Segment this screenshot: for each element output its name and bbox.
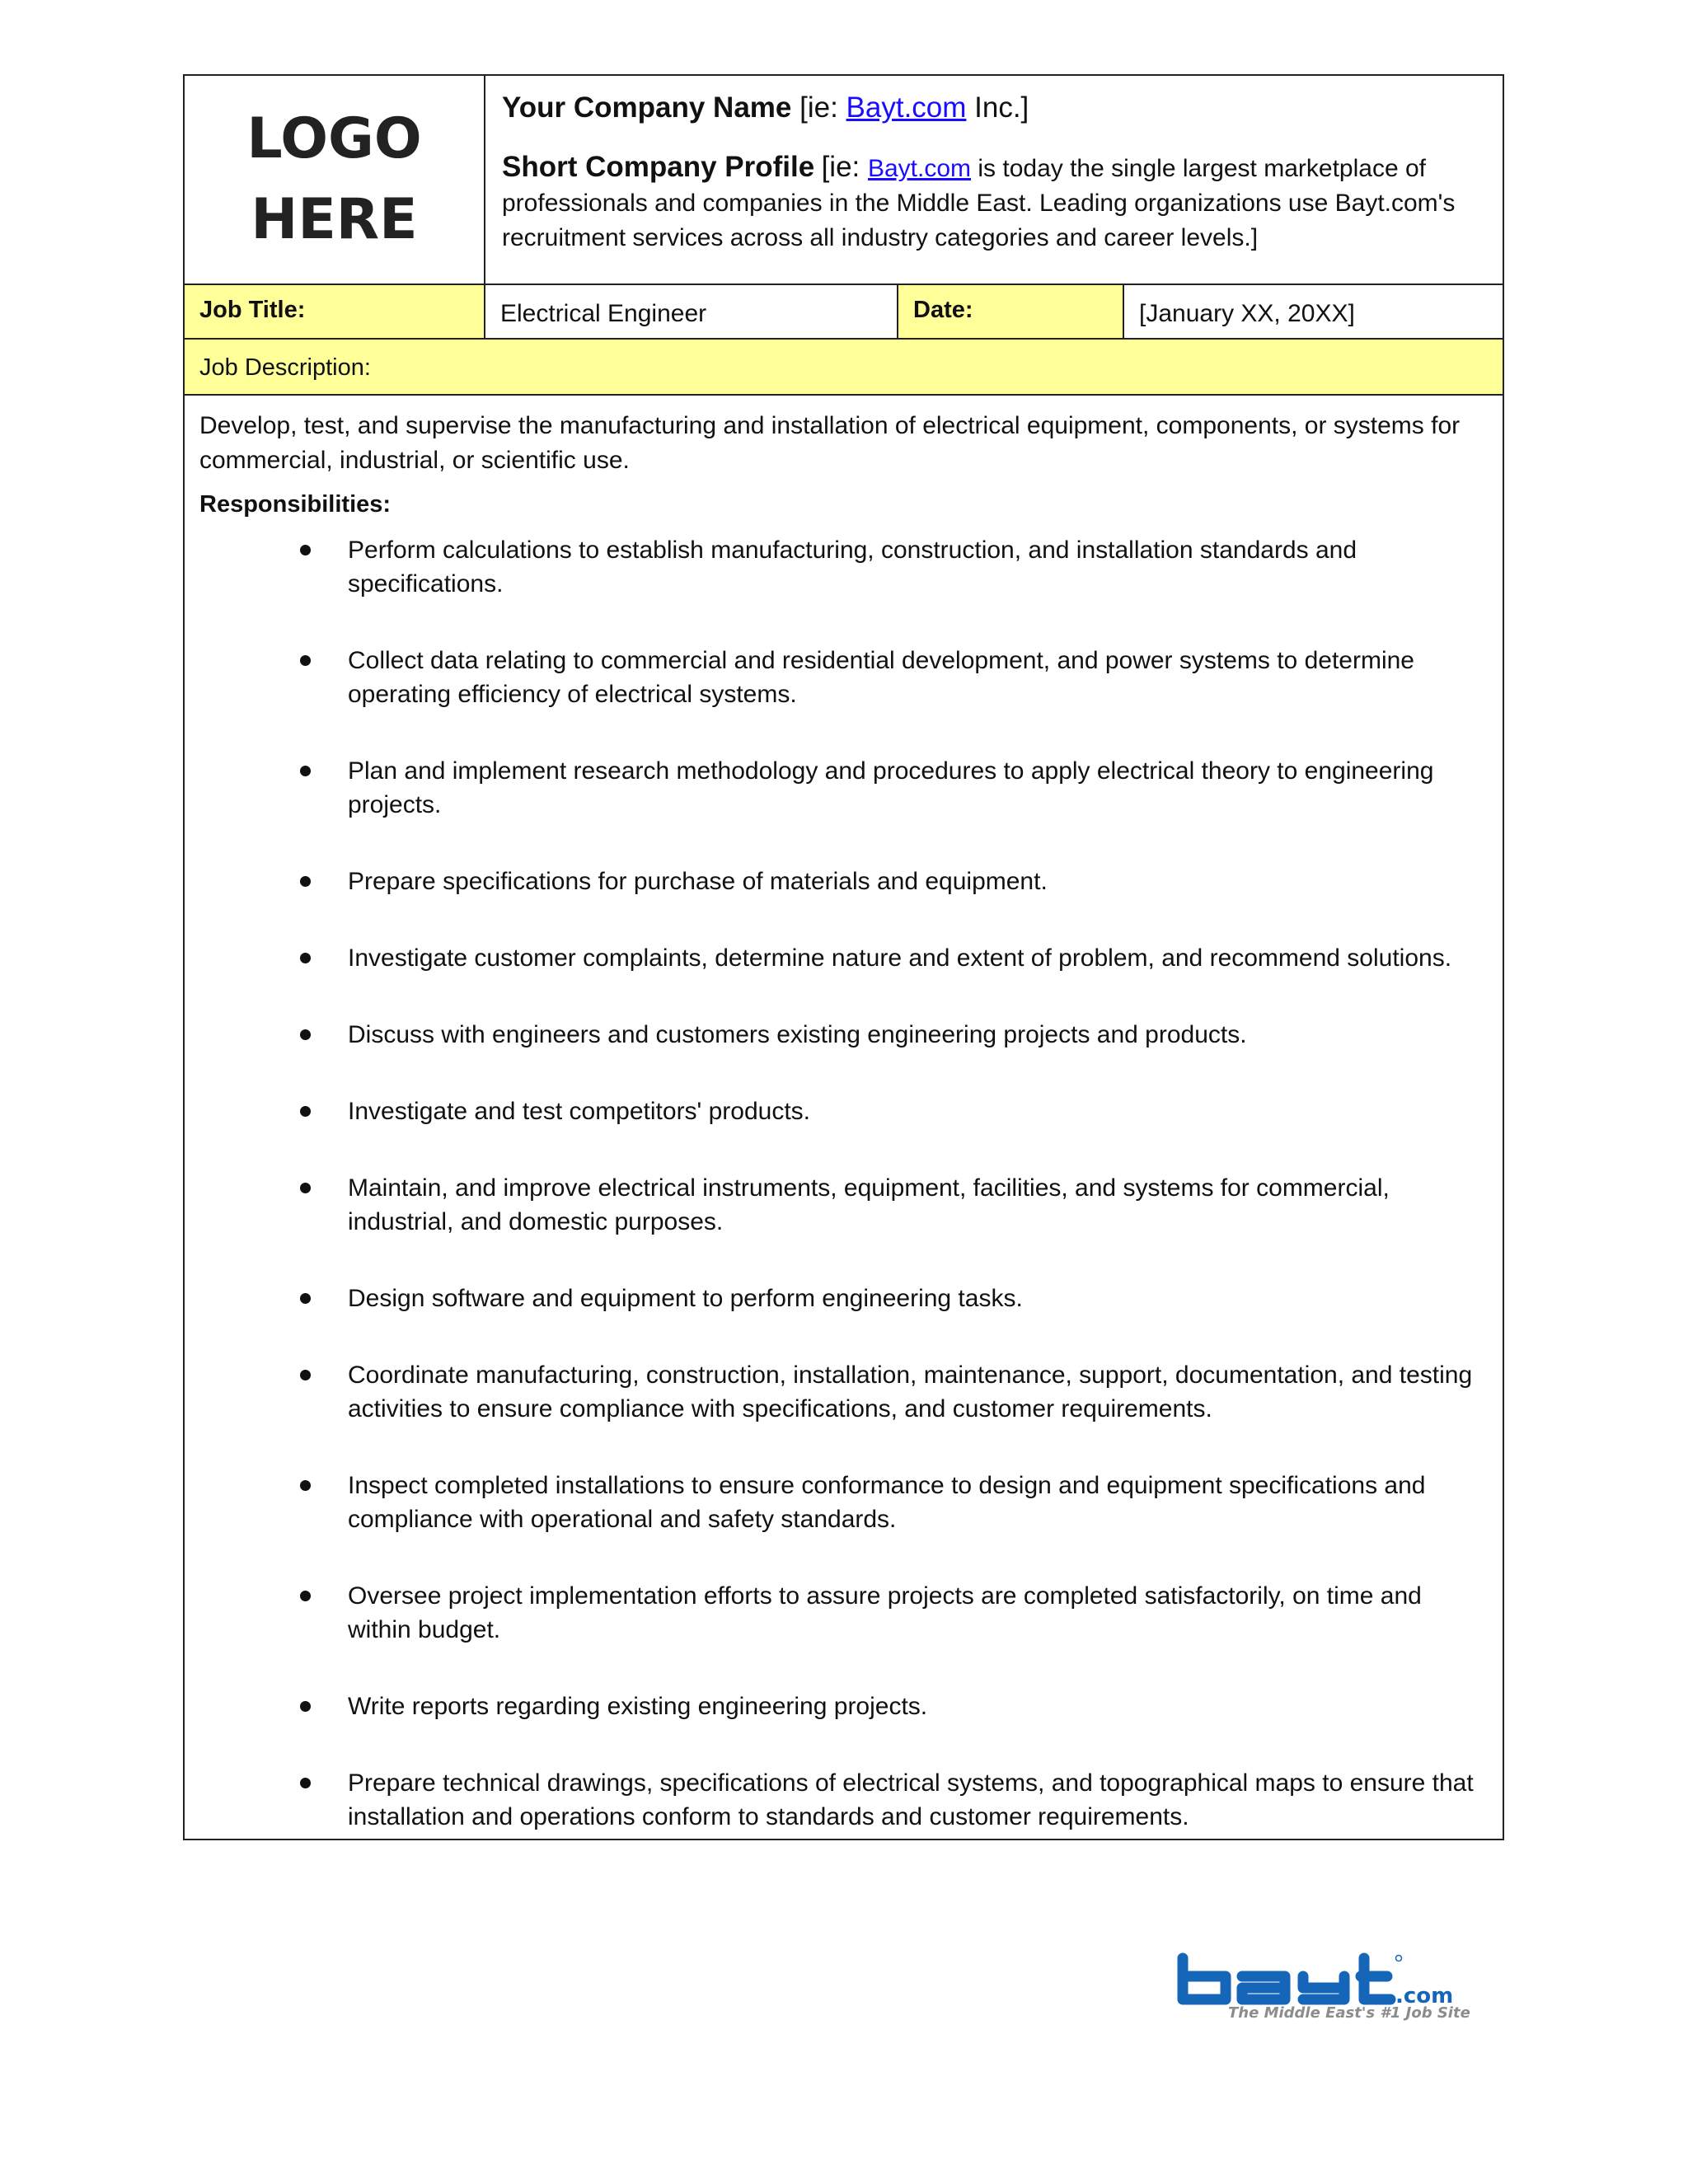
list-item-text: Collect data relating to commercial and residential development, and power systems to determine operating efficiency of electrical systems. — [348, 647, 1414, 708]
list-item-text: Discuss with engineers and customers existing engineering projects and products. — [348, 1021, 1247, 1048]
list-item-text: Investigate customer complaints, determine nature and extent of problem, and recommend solutions. — [348, 944, 1452, 972]
company-info — [485, 76, 1503, 284]
logo-line-1: LOGO — [246, 106, 422, 171]
job-description-row — [185, 340, 1503, 396]
bullet-icon — [300, 545, 311, 555]
bayt-letter-b — [1183, 1958, 1226, 1999]
bullet-icon — [300, 766, 311, 776]
registered-mark-icon — [1396, 1956, 1402, 1961]
list-item — [199, 941, 1488, 975]
bullet-icon — [300, 953, 311, 963]
list-item — [199, 1171, 1488, 1239]
job-description-body — [185, 396, 1503, 1839]
job-description-body-row — [185, 396, 1503, 1839]
bullet-icon — [300, 1591, 311, 1601]
bullet-icon — [300, 1370, 311, 1380]
bayt-wordmark — [1183, 1958, 1390, 1999]
list-item-text: Investigate and test competitors' products. — [348, 1098, 811, 1125]
list-item — [199, 1469, 1488, 1536]
list-item-text: Coordinate manufacturing, construction, installation, maintenance, support, documentation, and testing activities to ensure compliance with specifications, and customer requirements. — [348, 1361, 1473, 1422]
company-name-link[interactable]: Bayt.com — [846, 91, 967, 124]
company-name-suffix: Inc.] — [966, 91, 1029, 124]
list-item-text: Prepare specifications for purchase of materials and equipment. — [348, 868, 1048, 895]
bullet-icon — [300, 1293, 311, 1304]
company-name-label: Your Company Name — [502, 91, 792, 124]
bullet-icon — [300, 1106, 311, 1117]
list-item-text: Maintain, and improve electrical instruments, equipment, facilities, and systems for commercial, industrial, and domestic purposes. — [348, 1174, 1390, 1235]
job-title-label: Job Title: — [185, 285, 485, 338]
responsibilities-heading: Responsibilities: — [199, 491, 392, 518]
bullet-icon — [300, 1701, 311, 1712]
logo-line-2: HERE — [251, 187, 418, 252]
date-value: [January XX, 20XX] — [1139, 300, 1355, 327]
bayt-letter-a — [1242, 1976, 1285, 1999]
responsibilities-list — [199, 533, 1488, 1834]
list-item-text: Write reports regarding existing engineering projects. — [348, 1693, 928, 1720]
meta-row — [185, 285, 1503, 340]
list-item — [199, 533, 1488, 601]
date-label: Date: — [898, 285, 1124, 338]
list-item — [199, 1282, 1488, 1315]
header-row — [185, 76, 1503, 285]
bayt-letter-y — [1303, 1976, 1344, 1999]
company-profile — [502, 150, 1486, 255]
company-profile-prefix: [ie: — [821, 151, 868, 183]
list-item — [199, 1018, 1488, 1052]
bayt-dotcom: .com — [1395, 1984, 1454, 2008]
bullet-icon — [300, 1480, 311, 1491]
bayt-letter-t — [1361, 1958, 1390, 1999]
list-item — [199, 1579, 1488, 1647]
list-item — [199, 1094, 1488, 1128]
bullet-icon — [300, 1183, 311, 1193]
bullet-icon — [300, 1029, 311, 1040]
list-item — [199, 865, 1488, 898]
list-item — [199, 1358, 1488, 1426]
company-profile-text: is today the single largest marketplace of professionals and companies in the Middle East. Leading organizations use Bayt.com's recruitment services across all industry categories and career levels.] — [502, 155, 1456, 251]
list-item-text: Perform calculations to establish manufacturing, construction, and installation standards and specifications. — [348, 537, 1357, 598]
list-item-text: Inspect completed installations to ensure conformance to design and equipment specifications and compliance with operational and safety standards. — [348, 1472, 1426, 1533]
list-item-text: Plan and implement research methodology and procedures to apply electrical theory to engineering projects. — [348, 757, 1434, 818]
company-profile-link[interactable]: Bayt.com — [867, 155, 972, 182]
job-description-label: Job Description: — [185, 340, 1503, 394]
list-item-text: Prepare technical drawings, specifications of electrical systems, and topographical maps to ensure that installation and operations conform to standards and customer requirements. — [348, 1769, 1474, 1830]
brand-tagline: The Middle East's #1 Job Site — [1228, 2004, 1470, 2022]
job-description-intro: Develop, test, and supervise the manufacturing and installation of electrical equipment, components, or systems for commercial, industrial, or scientific use. — [199, 412, 1461, 474]
list-item — [199, 1690, 1488, 1723]
company-name-prefix: [ie: — [799, 91, 846, 124]
list-item — [199, 644, 1488, 711]
bullet-icon — [300, 876, 311, 887]
bullet-icon — [300, 655, 311, 666]
list-item-text: Design software and equipment to perform engineering tasks. — [348, 1285, 1023, 1312]
job-description-sheet — [183, 74, 1504, 1840]
company-profile-label: Short Company Profile — [502, 151, 815, 183]
list-item — [199, 754, 1488, 822]
bullet-icon — [300, 1778, 311, 1788]
job-title-value: Electrical Engineer — [485, 285, 898, 338]
list-item-text: Oversee project implementation efforts to assure projects are completed satisfactorily, on time and within budget. — [348, 1582, 1422, 1643]
company-name — [502, 89, 1486, 127]
list-item — [199, 1766, 1488, 1834]
logo-placeholder — [185, 76, 485, 284]
